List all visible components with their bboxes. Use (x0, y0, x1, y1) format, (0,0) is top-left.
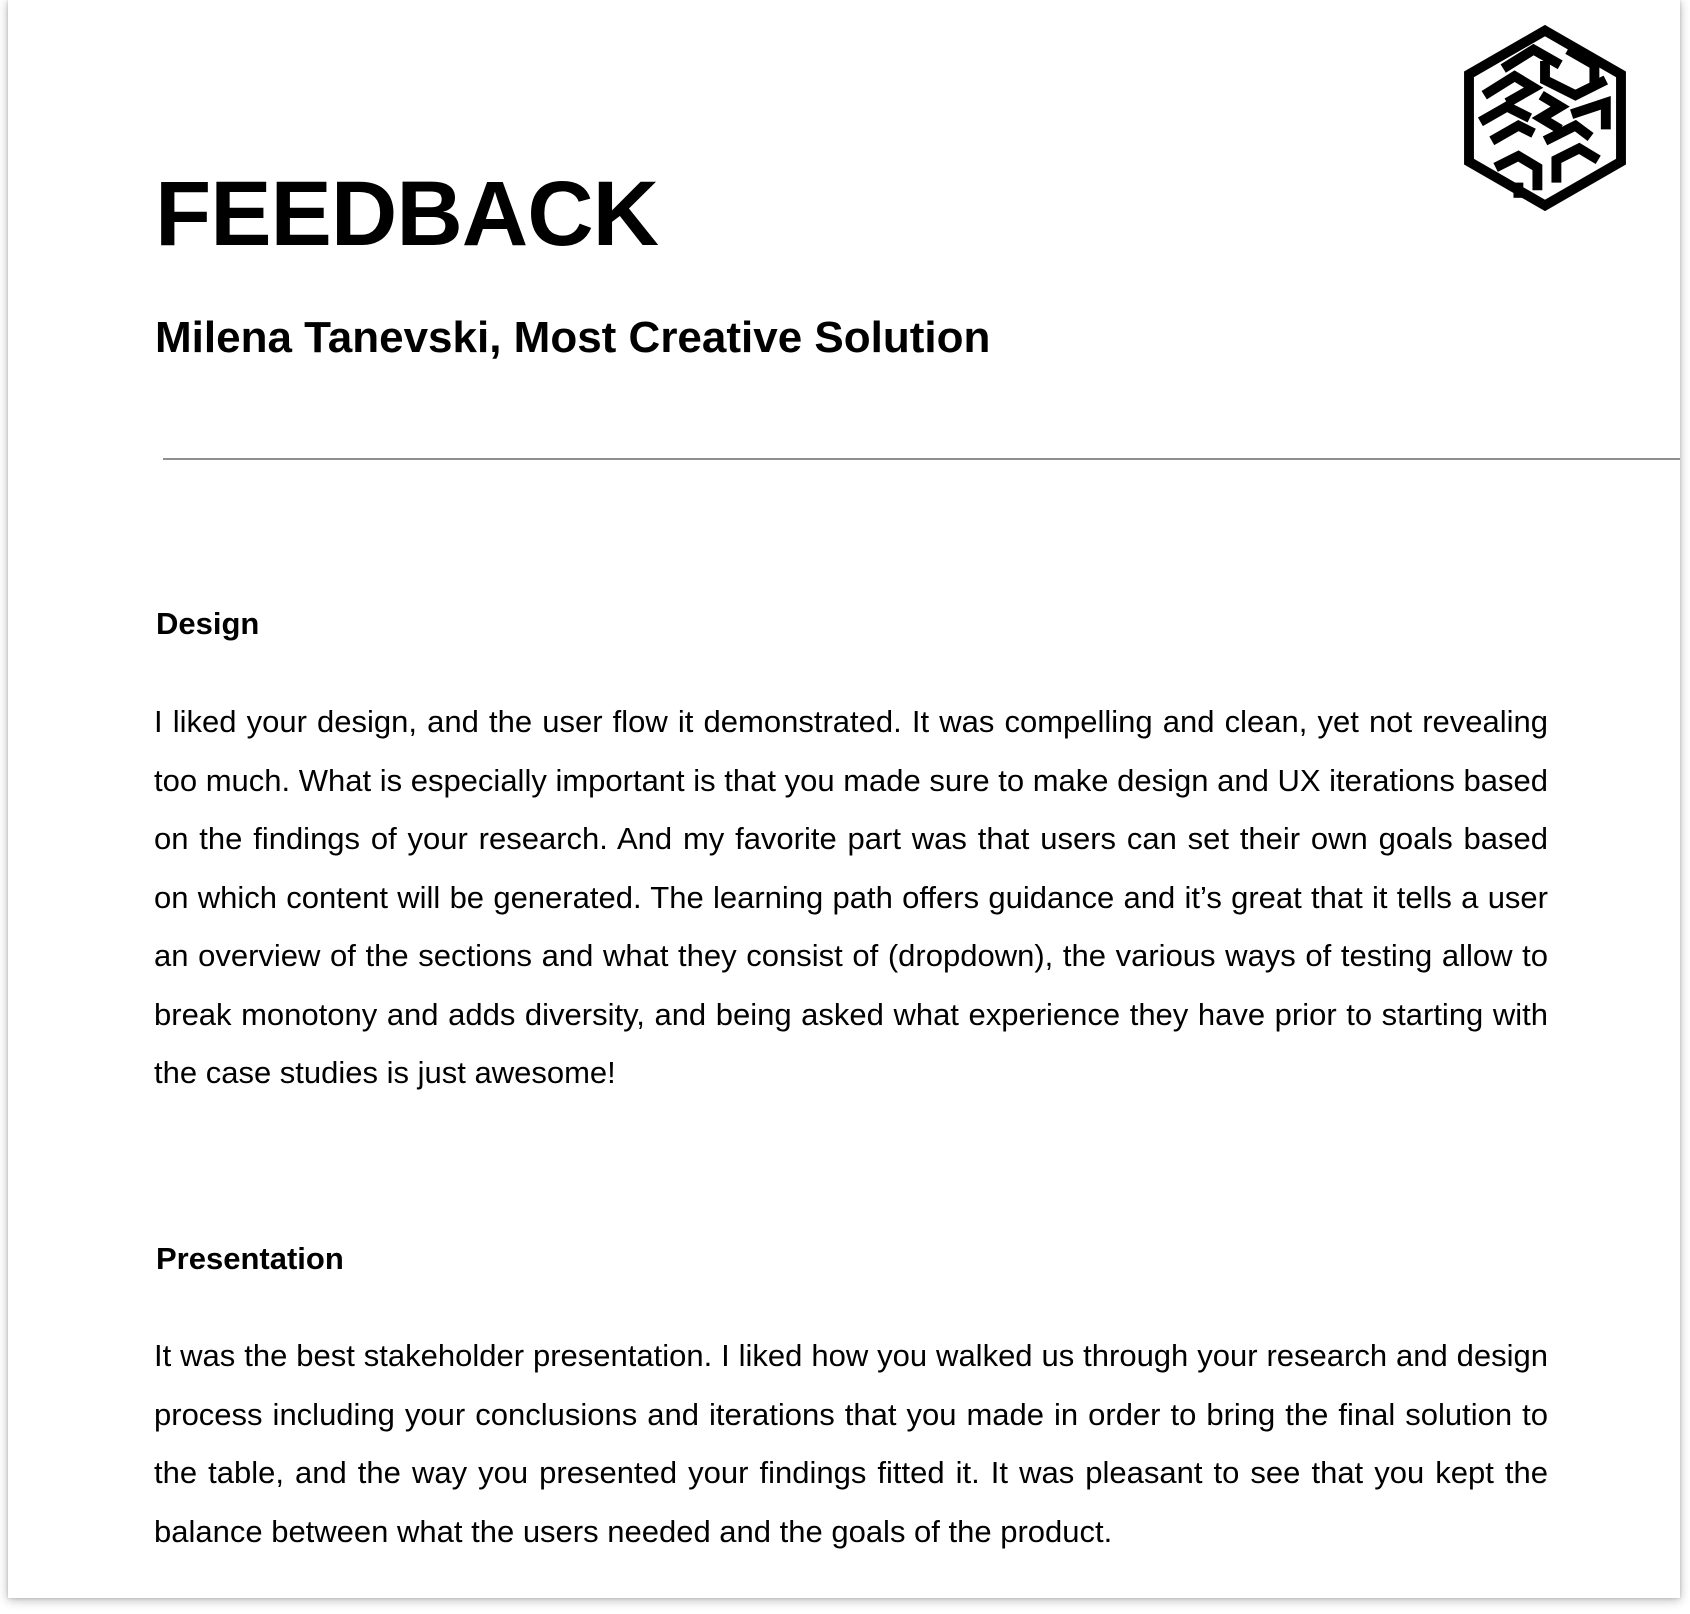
section-body-design: I liked your design, and the user flow it demonstrated. It was compelling and clean, yet not revealing too much. What is especially important is that you made sure to make design and UX iterations based on the findings of your research. And my favorite part was that users can set their own goals based on which content will be generated. The learning path offers guidance and it’s great that it tells a user an overview of the sections and what they consist of (dropdown), the various ways of testing allow to break monotony and adds diversity, and being asked what experience they have prior to starting with the case studies is just awesome! (154, 704, 1548, 1090)
section-heading-design: Design (156, 606, 260, 641)
brain-maze-logo-icon (1450, 22, 1640, 214)
page-subtitle: Milena Tanevski, Most Creative Solution (155, 313, 991, 362)
header-divider (163, 458, 1680, 460)
page-title: FEEDBACK (155, 163, 659, 265)
section-body-presentation: It was the best stakeholder presentation. I liked how you walked us through your research and design process including your conclusions and iterations that you made in order to bring the final solution to the table, and the way you presented your findings fitted it. It was pleasant to see that you kept the balance between what the users needed and the goals of the product. (154, 1338, 1548, 1549)
document-page (8, 0, 1680, 1598)
section-heading-presentation: Presentation (156, 1241, 344, 1276)
